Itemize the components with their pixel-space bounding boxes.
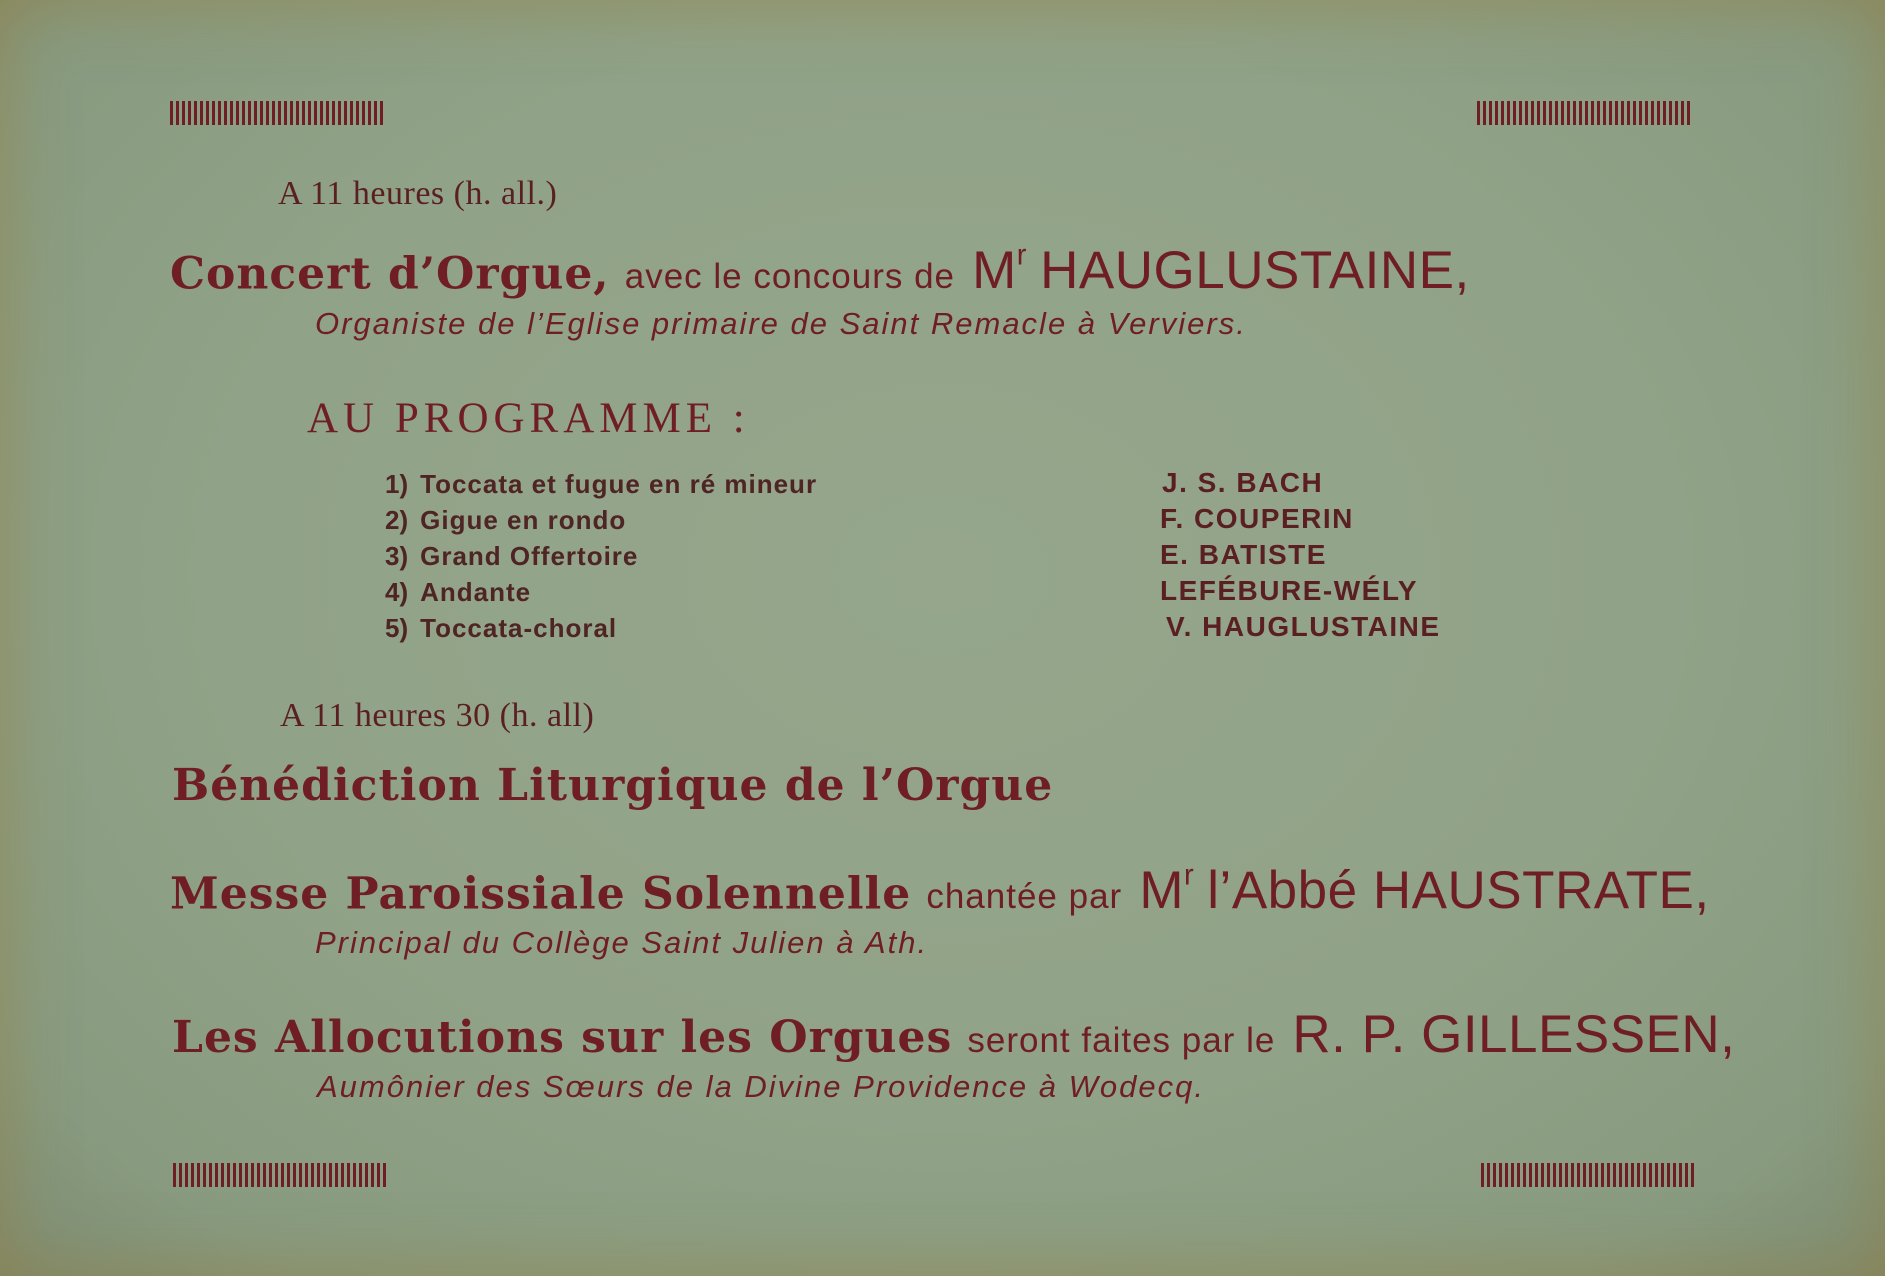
programme-heading: AU PROGRAMME : (307, 395, 750, 442)
composer-name: LEFÉBURE-WÉLY (1160, 575, 1419, 606)
messe-connector: chantée par (926, 877, 1123, 917)
benediction-title: Bénédiction Liturgique de l’Orgue (172, 760, 1054, 811)
ornament-bottom-left (173, 1163, 389, 1187)
composer-name: J. S. BACH (1162, 467, 1324, 498)
concert-title: Concert d’Orgue, (170, 248, 610, 300)
celebrant-name: l’Abbé HAUSTRATE, (1207, 861, 1710, 921)
celebrant-role: Principal du Collège Saint Julien à Ath. (315, 925, 929, 960)
messe-title: Messe Paroissiale Solennelle (170, 868, 912, 920)
concert-line (170, 240, 1470, 301)
programme-item: 1) Toccata et fugue en ré mineur (385, 469, 818, 499)
benediction-time: A 11 heures 30 (h. all) (280, 697, 595, 734)
speaker-role: Aumônier des Sœurs de la Divine Providence à Wodecq. (317, 1069, 1205, 1104)
composer-list (1160, 467, 1441, 647)
messe-line (170, 860, 1710, 921)
performer-honorific: $M^r$ (972, 240, 1027, 301)
concert-connector: avec le concours de (624, 257, 956, 297)
programme-item: 3) Grand Offertoire (385, 541, 639, 571)
speaker-name: R. P. GILLESSEN, (1292, 1005, 1736, 1064)
concert-time: A 11 heures (h. all.) (278, 175, 558, 212)
programme-item: 4) Andante (385, 577, 532, 607)
ornament-top-right (1477, 101, 1693, 125)
composer-name: E. BATISTE (1160, 539, 1327, 570)
composer-name: F. COUPERIN (1160, 503, 1354, 534)
allocutions-line (172, 1004, 1735, 1065)
performer-role: Organiste de l’Eglise primaire de Saint Remacle à Verviers. (315, 306, 1247, 341)
celebrant-honorific: $M^r$ (1139, 860, 1195, 921)
performer-name: HAUGLUSTAINE, (1040, 241, 1470, 301)
ornament-top-left (170, 101, 386, 125)
allocutions-connector: seront faites par le (967, 1021, 1276, 1060)
ornament-bottom-right (1481, 1163, 1697, 1187)
allocutions-title: Les Allocutions sur les Orgues (172, 1012, 953, 1063)
programme-list (385, 469, 817, 649)
composer-name: V. HAUGLUSTAINE (1166, 611, 1441, 642)
programme-item: 2) Gigue en rondo (385, 505, 627, 535)
programme-item: 5) Toccata-choral (385, 613, 618, 643)
